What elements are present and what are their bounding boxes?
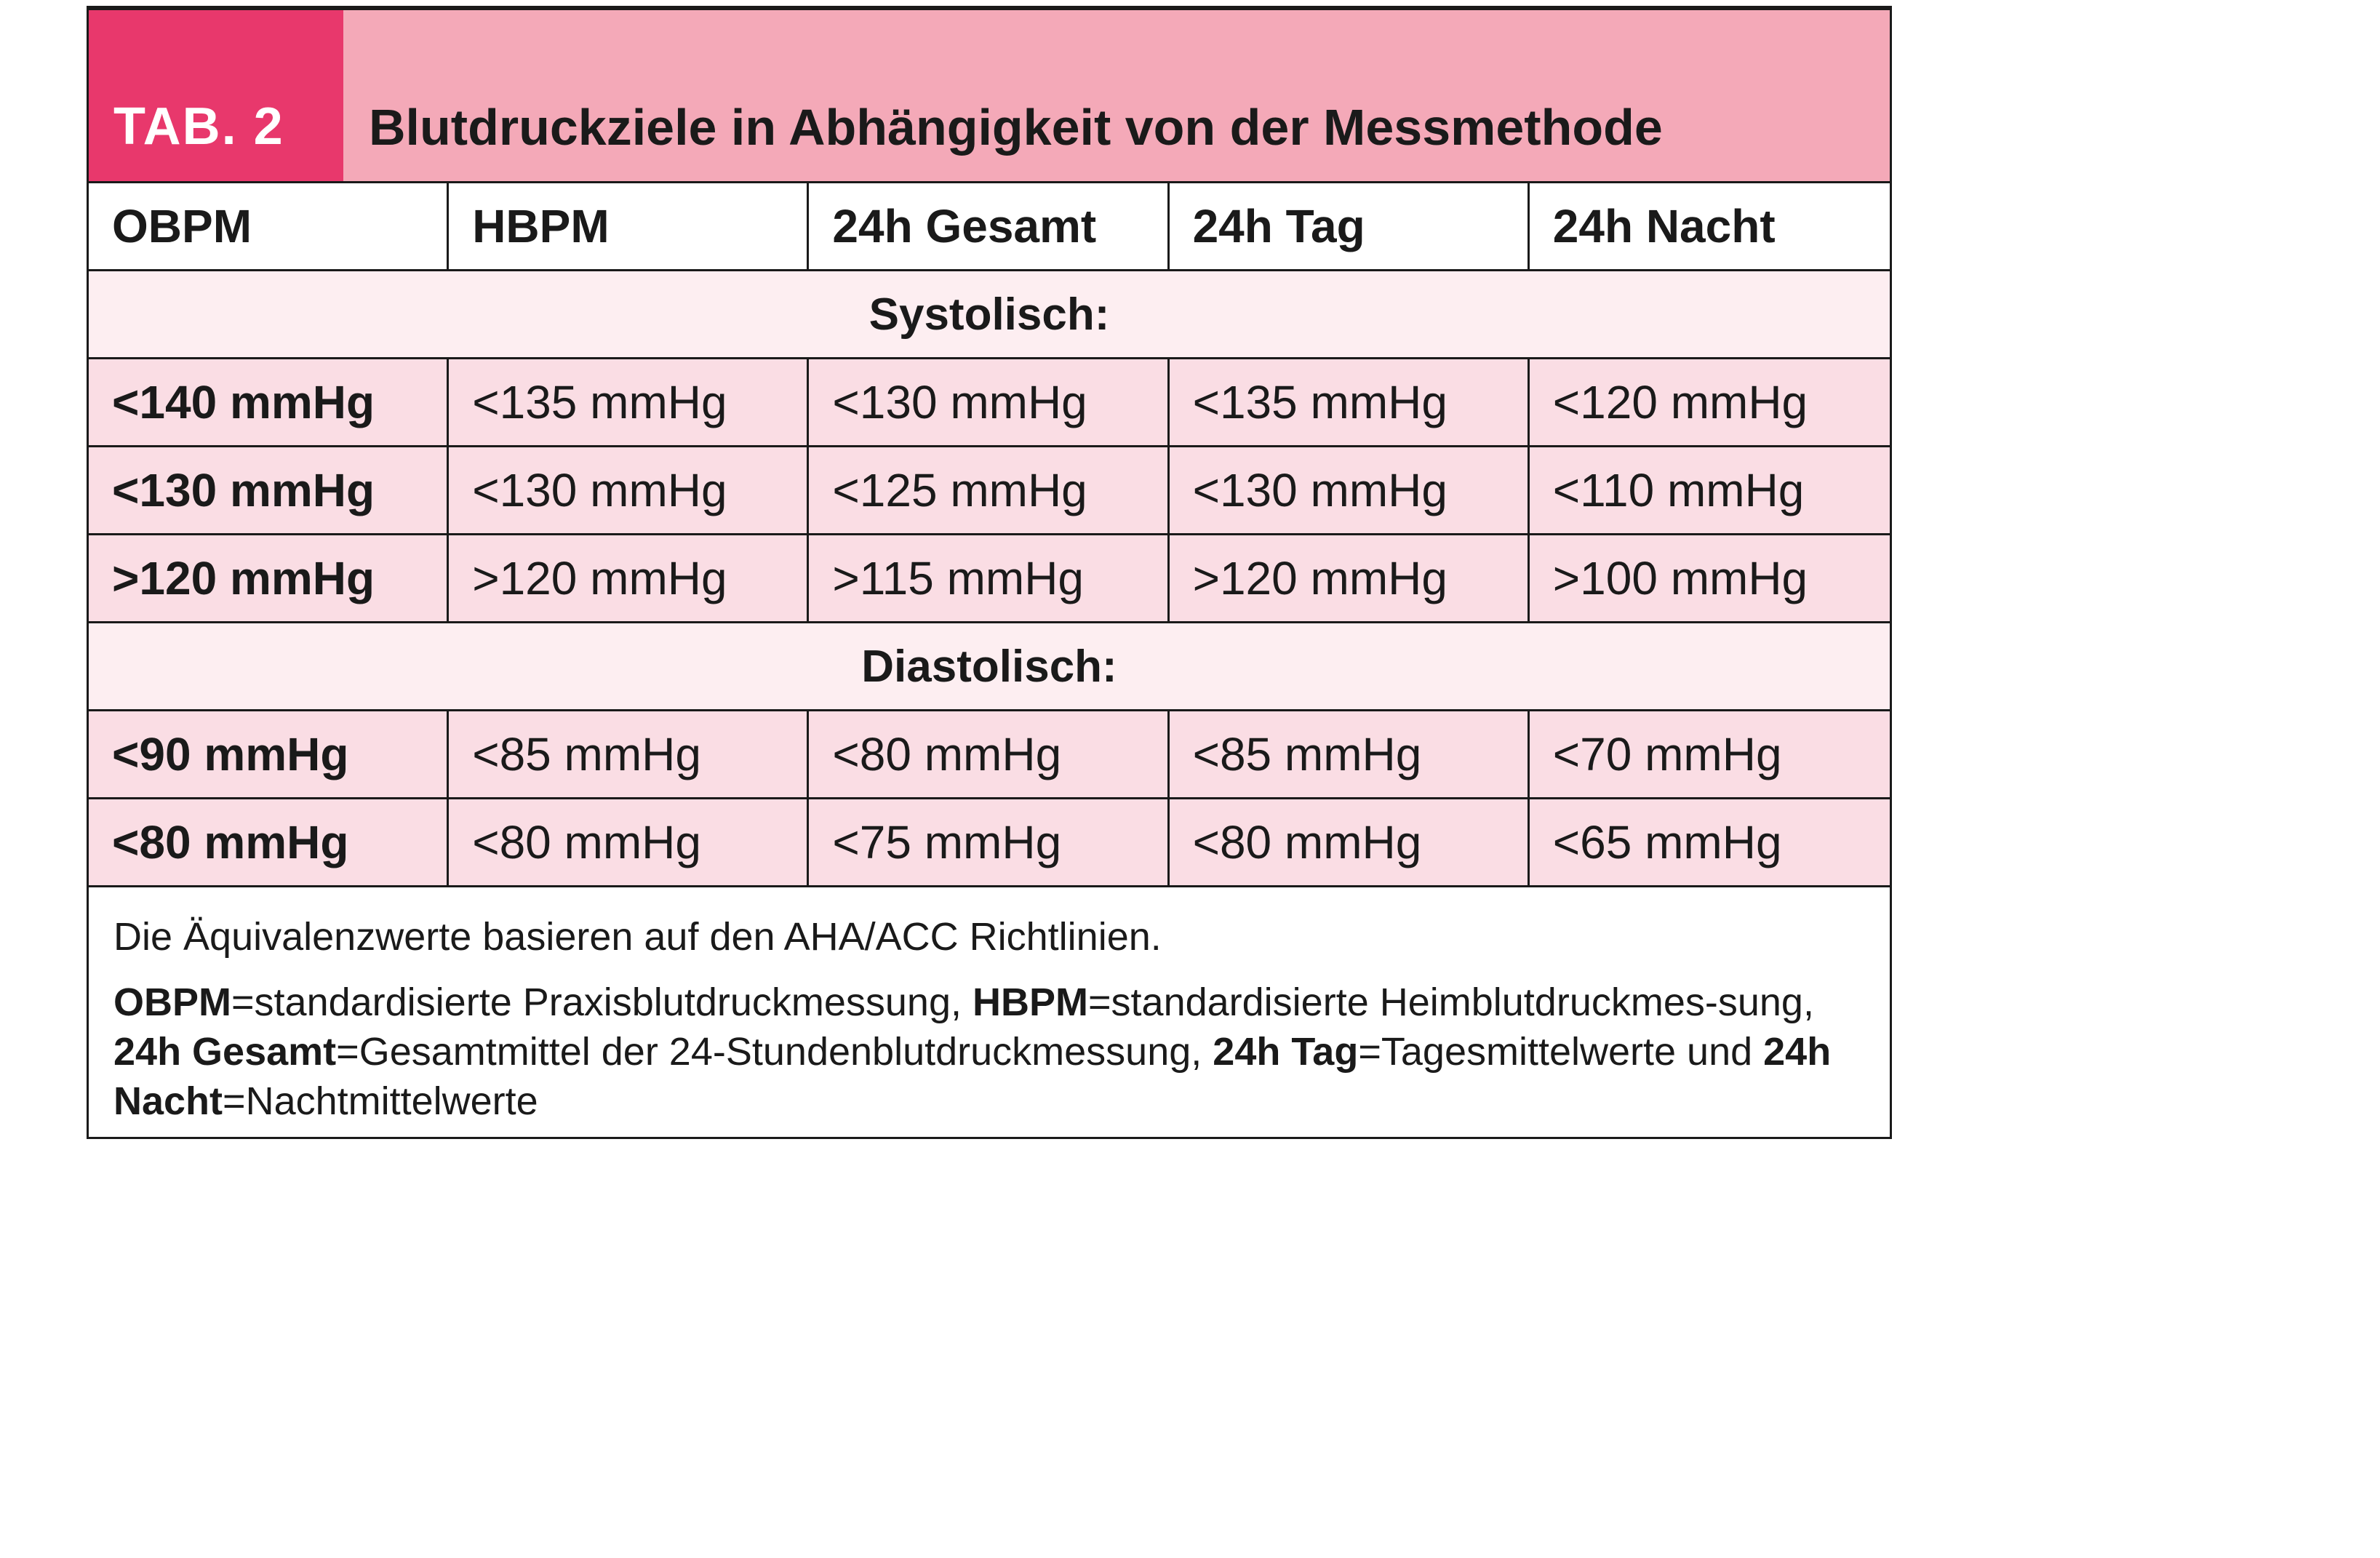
table-cell: <85 mmHg: [1170, 711, 1530, 797]
table-cell: <70 mmHg: [1552, 728, 1782, 780]
column-header: 24h Gesamt: [809, 183, 1169, 269]
table-cell: >120 mmHg: [1170, 535, 1530, 621]
column-header: HBPM: [449, 183, 809, 269]
table-row: [89, 535, 1890, 623]
table-cell: >120 mmHg: [449, 535, 809, 621]
abbr-term: 24h Tag: [1213, 1030, 1359, 1074]
table-cell: <80 mmHg: [809, 711, 1169, 797]
footnote-abbreviations: [113, 978, 1859, 1126]
table-grid: [89, 183, 1890, 887]
column-header: OBPM: [89, 183, 449, 269]
table-cell: >115 mmHg: [809, 535, 1169, 621]
section-row-diastolic: [89, 623, 1890, 711]
column-header: 24h Tag: [1170, 183, 1530, 269]
table-cell: <80 mmHg: [1170, 799, 1530, 885]
abbr-term: HBPM: [973, 980, 1088, 1024]
abbr-definition: =standardisierte Heimblutdruckmes-sung,: [1088, 980, 1814, 1024]
section-label: Diastolisch:: [861, 641, 1117, 692]
abbr-definition: =standardisierte Praxisblutdruckmessung,: [231, 980, 973, 1024]
table-cell: <135 mmHg: [1170, 359, 1530, 445]
table-cell: <130 mmHg: [809, 359, 1169, 445]
column-header: 24h Nacht: [1552, 200, 1776, 252]
table-cell: >120 mmHg: [89, 535, 449, 621]
table-cell: <125 mmHg: [809, 447, 1169, 533]
table-cell: <110 mmHg: [1552, 464, 1805, 516]
table-cell: <80 mmHg: [449, 799, 809, 885]
section-row-systolic: [89, 271, 1890, 359]
abbr-term: OBPM: [113, 980, 231, 1024]
table-cell: <65 mmHg: [1552, 816, 1782, 868]
abbr-term: 24h Gesamt: [113, 1030, 337, 1074]
table-cell: <130 mmHg: [89, 447, 449, 533]
blood-pressure-table: [87, 6, 1892, 1139]
table-row: [89, 711, 1890, 799]
table-row: [89, 359, 1890, 447]
section-label: Systolisch:: [868, 289, 1110, 340]
table-row: [89, 799, 1890, 887]
abbr-definition: =Gesamtmittel der 24-Stundenblutdruckmessung,: [336, 1030, 1213, 1074]
footnote-source: Die Äquivalenzwerte basieren auf den AHA/ACC Richtlinien.: [113, 915, 1162, 959]
header-row: [89, 183, 1890, 271]
table-cell: <140 mmHg: [89, 359, 449, 445]
abbr-definition: =Nachtmittelwerte: [223, 1079, 538, 1123]
table-cell: <80 mmHg: [89, 799, 449, 885]
abbr-term: 24h Nacht: [113, 1030, 1832, 1123]
table-cell: <75 mmHg: [809, 799, 1169, 885]
table-cell: <135 mmHg: [449, 359, 809, 445]
table-title: Blutdruckziele in Abhängigkeit von der Messmethode: [369, 99, 1663, 156]
table-cell: >100 mmHg: [1552, 552, 1808, 604]
table-title-bar: [89, 10, 1890, 183]
table-cell: <130 mmHg: [1170, 447, 1530, 533]
table-cell: <130 mmHg: [449, 447, 809, 533]
table-cell: <90 mmHg: [89, 711, 449, 797]
abbr-definition: =Tagesmittelwerte und: [1358, 1030, 1764, 1074]
table-row: [89, 447, 1890, 535]
table-cell: <120 mmHg: [1552, 376, 1808, 428]
table-number: TAB. 2: [89, 10, 343, 181]
table-footnotes: [113, 912, 1859, 1126]
table-cell: <85 mmHg: [449, 711, 809, 797]
